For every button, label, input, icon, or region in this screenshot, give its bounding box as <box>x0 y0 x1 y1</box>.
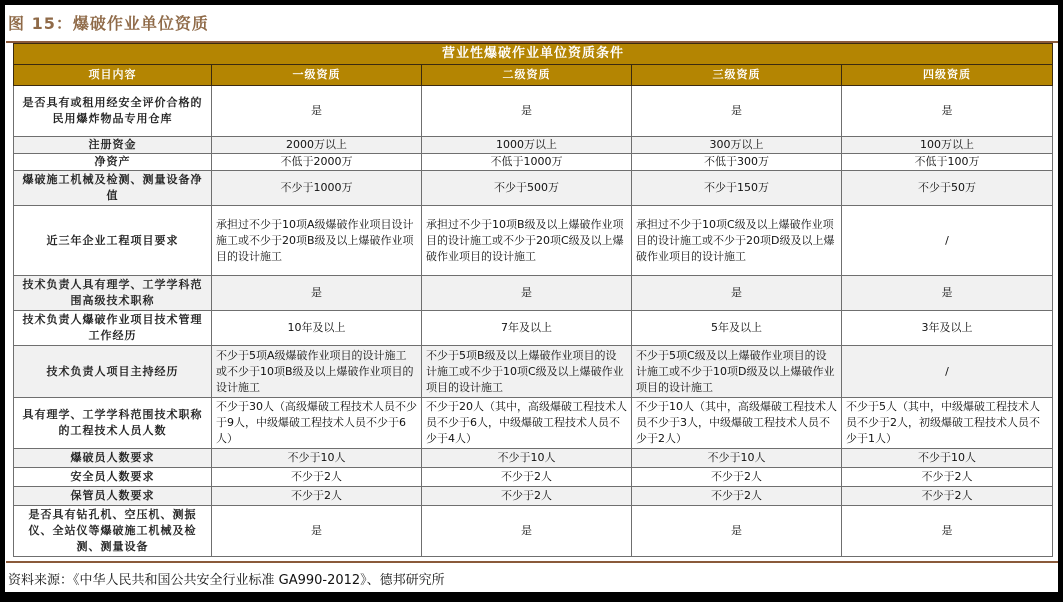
cell: 承担过不少于10项C级及以上爆破作业项目的设计施工或不少于20项D级及以上爆破作业项目的设计施工 <box>632 206 842 276</box>
source-note: 资料来源：《中华人民共和国公共安全行业标准 GA990-2012》、德邦研究所 <box>8 573 445 588</box>
header-level-4: 四级资质 <box>842 65 1053 86</box>
cell: 1000万以上 <box>422 137 632 154</box>
cell: / <box>842 346 1053 398</box>
cell: 是 <box>422 276 632 311</box>
cell: 是 <box>212 506 422 557</box>
cell: 不少于20人（其中，高级爆破工程技术人员不少于6人，中级爆破工程技术人员不少于4人） <box>422 398 632 449</box>
cell: 不少于150万 <box>632 171 842 206</box>
cell: 3年及以上 <box>842 311 1053 346</box>
row-label: 净资产 <box>14 154 212 171</box>
qualification-table <box>13 43 1053 557</box>
table-row <box>14 137 1053 154</box>
cell: 不少于10人 <box>422 449 632 468</box>
row-label: 保管员人数要求 <box>14 487 212 506</box>
row-label: 安全员人数要求 <box>14 468 212 487</box>
row-label: 爆破施工机械及检测、测量设备净值 <box>14 171 212 206</box>
cell: 不少于2人 <box>212 487 422 506</box>
cell: 不少于10人 <box>212 449 422 468</box>
cell: 是 <box>212 276 422 311</box>
cell: 不少于2人 <box>842 468 1053 487</box>
header-item: 项目内容 <box>14 65 212 86</box>
cell: 不少于30人（高级爆破工程技术人员不少于9人，中级爆破工程技术人员不少于6人） <box>212 398 422 449</box>
cell: / <box>842 206 1053 276</box>
cell: 不少于5项B级及以上爆破作业项目的设计施工或不少于10项C级及以上爆破作业项目的设计施工 <box>422 346 632 398</box>
header-level-2: 二级资质 <box>422 65 632 86</box>
cell: 不少于5人（其中，中级爆破工程技术人员不少于2人，初级爆破工程技术人员不少于1人） <box>842 398 1053 449</box>
cell: 不少于2人 <box>422 487 632 506</box>
table-row <box>14 506 1053 557</box>
cell: 承担过不少于10项B级及以上爆破作业项目的设计施工或不少于20项C级及以上爆破作业项目的设计施工 <box>422 206 632 276</box>
cell: 是 <box>632 506 842 557</box>
table-caption: 营业性爆破作业单位资质条件 <box>14 44 1053 65</box>
cell: 不少于5项C级及以上爆破作业项目的设计施工或不少于10项D级及以上爆破作业项目的设计施工 <box>632 346 842 398</box>
cell: 不少于10人 <box>632 449 842 468</box>
table-row <box>14 346 1053 398</box>
table-row <box>14 206 1053 276</box>
cell: 7年及以上 <box>422 311 632 346</box>
cell: 10年及以上 <box>212 311 422 346</box>
cell: 300万以上 <box>632 137 842 154</box>
cell: 不少于5项A级爆破作业项目的设计施工或不少于10项B级及以上爆破作业项目的设计施工 <box>212 346 422 398</box>
cell: 不少于2人 <box>632 487 842 506</box>
cell: 是 <box>422 86 632 137</box>
cell: 是 <box>212 86 422 137</box>
table-row <box>14 468 1053 487</box>
row-label: 具有理学、工学学科范围技术职称的工程技术人员人数 <box>14 398 212 449</box>
cell: 2000万以上 <box>212 137 422 154</box>
bottom-rule <box>6 561 1058 563</box>
table-row <box>14 311 1053 346</box>
cell: 100万以上 <box>842 137 1053 154</box>
row-label: 是否具有钻孔机、空压机、测振仪、全站仪等爆破施工机械及检测、测量设备 <box>14 506 212 557</box>
table-row <box>14 171 1053 206</box>
row-label: 技术负责人爆破作业项目技术管理工作经历 <box>14 311 212 346</box>
cell: 是 <box>632 276 842 311</box>
cell: 承担过不少于10项A级爆破作业项目设计施工或不少于20项B级及以上爆破作业项目的设计施工 <box>212 206 422 276</box>
cell: 不少于10人（其中，高级爆破工程技术人员不少于3人，中级爆破工程技术人员不少于2人） <box>632 398 842 449</box>
cell: 5年及以上 <box>632 311 842 346</box>
cell: 是 <box>632 86 842 137</box>
table-row <box>14 487 1053 506</box>
figure-title: 图 15：爆破作业单位资质 <box>8 14 209 33</box>
cell: 不少于10人 <box>842 449 1053 468</box>
table-row <box>14 276 1053 311</box>
table-row <box>14 449 1053 468</box>
row-label: 注册资金 <box>14 137 212 154</box>
cell: 是 <box>842 506 1053 557</box>
header-level-3: 三级资质 <box>632 65 842 86</box>
figure-panel <box>5 5 1058 592</box>
row-label: 爆破员人数要求 <box>14 449 212 468</box>
cell: 不少于500万 <box>422 171 632 206</box>
cell: 是 <box>842 276 1053 311</box>
cell: 是 <box>842 86 1053 137</box>
cell: 不少于2人 <box>632 468 842 487</box>
cell: 不少于2人 <box>842 487 1053 506</box>
cell: 不低于300万 <box>632 154 842 171</box>
row-label: 是否具有或租用经安全评价合格的民用爆炸物品专用仓库 <box>14 86 212 137</box>
header-level-1: 一级资质 <box>212 65 422 86</box>
table-row <box>14 154 1053 171</box>
row-label: 技术负责人项目主持经历 <box>14 346 212 398</box>
qualification-table-wrapper <box>13 43 1052 557</box>
cell: 不低于1000万 <box>422 154 632 171</box>
cell: 是 <box>422 506 632 557</box>
cell: 不低于100万 <box>842 154 1053 171</box>
cell: 不少于2人 <box>212 468 422 487</box>
table-row <box>14 86 1053 137</box>
cell: 不少于1000万 <box>212 171 422 206</box>
row-label: 技术负责人具有理学、工学学科范围高级技术职称 <box>14 276 212 311</box>
table-row <box>14 398 1053 449</box>
row-label: 近三年企业工程项目要求 <box>14 206 212 276</box>
cell: 不低于2000万 <box>212 154 422 171</box>
cell: 不少于50万 <box>842 171 1053 206</box>
cell: 不少于2人 <box>422 468 632 487</box>
